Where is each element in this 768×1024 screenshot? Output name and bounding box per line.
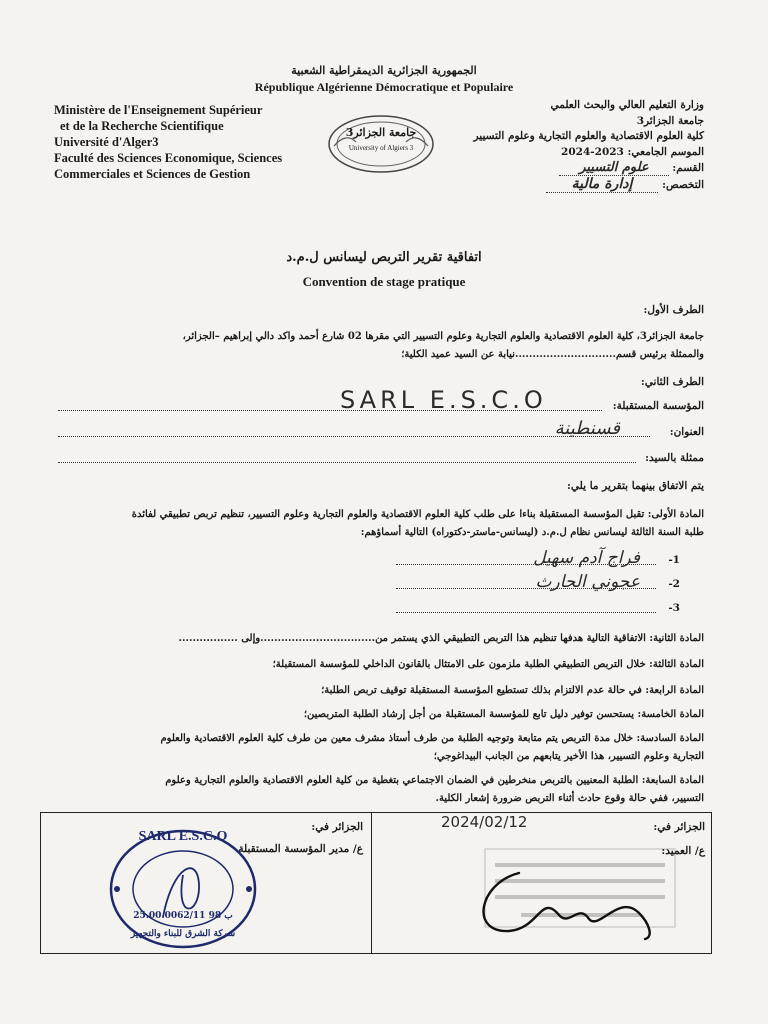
university-logo	[326, 112, 436, 176]
logo-text-ar: جامعة الجزائر3	[345, 126, 417, 139]
department-label: القسم:	[672, 162, 704, 174]
ministry-ar-line: الموسم الجامعي: 2023-2024	[561, 145, 704, 158]
signature-box	[40, 812, 712, 954]
company-stamp	[103, 825, 263, 949]
institution-value: SARL E.S.C.O	[340, 386, 547, 414]
article3: المادة الثالثة: خلال التربص التطبيقي الطلبة ملزمون على الامتثال بالقانون الداخلي للمؤسسة المستقبلة؛	[272, 659, 704, 670]
student-number: -2	[668, 578, 680, 590]
article7-line1: المادة السابعة: الطلبة المعنيين بالتربص منخرطين في الضمان الاجتماعي بتغطية من كلية العلوم الاقتصادية والعلوم التجارية وعلوم	[165, 775, 704, 786]
stamp-bottom-text: شركة الشرق للبناء والتجهيز	[130, 929, 236, 939]
address-value: قسنطينة	[554, 418, 620, 439]
republic-fr: République Algérienne Démocratique et Populaire	[254, 80, 514, 94]
ministry-ar-line: كلية العلوم الاقتصادية والعلوم التجارية وعلوم التسيير	[473, 130, 704, 142]
right-place-row	[377, 819, 705, 836]
student-number: -3	[668, 602, 680, 614]
specialty-row	[440, 177, 704, 194]
specialty-label: التخصص:	[662, 178, 704, 191]
student-name: فراج آدم سهيل	[533, 548, 640, 568]
article1-line2: طلبة السنة الثالثة ليسانس نظام ل.م.د (ليسانس-ماستر-دكتوراه) التالية أسماؤهم:	[360, 527, 704, 538]
left-place-label: الجزائر في:	[311, 821, 363, 833]
ministry-fr-block	[54, 102, 344, 182]
article2: المادة الثانية: الاتفاقية التالية هدفها تنظيم هذا التربص التطبيقي الذي يستمر من.................................وإلى .................	[178, 633, 704, 644]
party-two-label: الطرف الثاني:	[640, 376, 704, 388]
institution-label: المؤسسة المستقبلة:	[612, 400, 704, 412]
dean-signature	[449, 853, 679, 943]
article4: المادة الرابعة: في حالة عدم الالتزام بذلك تستطيع المؤسسة المستقبلة توقيف تربص الطلبة؛	[321, 685, 704, 696]
agreement-intro: يتم الاتفاق بينهما بتقرير ما يلي:	[567, 480, 704, 492]
student-name: عجوني الحارث	[535, 572, 640, 592]
represented-row	[58, 450, 704, 467]
article5: المادة الخامسة: يستحسن توفير دليل تابع للمؤسسة المستقبلة من أجل إرشاد الطلبة المتربصين؛	[303, 709, 704, 720]
article1-line1: المادة الأولى: تقبل المؤسسة المستقبلة بناءا على طلب كلية العلوم الاقتصادية والعلوم التجارية وعلوم التسيير، تنظيم تربص تطبيقي لفائدة	[131, 509, 704, 520]
title-fr: Convention de stage pratique	[302, 274, 466, 289]
right-place-label: الجزائر في:	[653, 821, 705, 833]
student-number: -1	[668, 554, 680, 566]
article7-line2: التسيير، ففي حالة وقوع حادث أثناء التربص ضرورة إشعار الكلية.	[435, 793, 704, 804]
represented-line	[58, 462, 636, 463]
represented-label: ممثلة بالسيد:	[645, 452, 704, 464]
ministry-ar-block	[440, 98, 704, 193]
logo-text-fr: University of Algiers 3	[348, 144, 414, 152]
stamp-number: 25.00.0062/11 ب 98	[133, 911, 233, 921]
party-one-label: الطرف الأول:	[643, 304, 704, 316]
specialty-value: إدارة مالية	[546, 176, 659, 193]
signature-divider	[371, 813, 372, 953]
stamp-top-text: SARL E.S.C.O	[138, 829, 228, 844]
department-value: علوم التسيير	[559, 160, 668, 176]
ministry-fr-line: Ministère de l'Enseignement Supérieur	[54, 103, 263, 117]
title-ar: اتفاقية تقرير التربص ليسانس ل.م.د	[286, 250, 482, 265]
ministry-fr-line: Faculté des Sciences Economique, Sciences	[54, 151, 283, 165]
left-role-label: ع/ مدير المؤسسة المستقبلة	[238, 843, 363, 855]
address-label: العنوان:	[669, 426, 704, 438]
right-role-label: ع/ العميد:	[661, 845, 705, 857]
ministry-ar-line: وزارة التعليم العالي والبحث العلمي	[550, 99, 704, 111]
ministry-fr-line: Commerciales et Sciences de Gestion	[54, 167, 251, 181]
party-one-line2: والممثلة برئيس قسم.............................نيابة عن السيد عميد الكلية؛	[401, 349, 704, 360]
ministry-ar-line: جامعة الجزائر3	[636, 114, 704, 127]
ministry-fr-line: Université d'Alger3	[54, 135, 159, 149]
student-line	[396, 612, 656, 613]
ministry-fr-line: et de la Recherche Scientifique	[60, 119, 224, 133]
article6-line2: التجارية وعلوم التسيير، هذا الأخير يتابعهم من الجانب البيداغوجي؛	[433, 751, 704, 762]
party-one-line1: جامعة الجزائر3، كلية العلوم الاقتصادية والعلوم التجارية وعلوم التسيير التي مقرها 02 شارع أحمد واكد دالي إبراهيم –الجزائر،	[182, 331, 704, 342]
department-row	[440, 160, 704, 177]
right-date: 2024/02/12	[441, 813, 528, 831]
republic-ar: الجمهورية الجزائرية الديمقراطية الشعبية	[291, 64, 477, 77]
article6-line1: المادة السادسة: خلال مدة التربص يتم متابعة وتوجيه الطلبة من طرف أستاذ مشرف معين من طرف كلية العلوم الاقتصادية والعلوم	[160, 733, 704, 744]
